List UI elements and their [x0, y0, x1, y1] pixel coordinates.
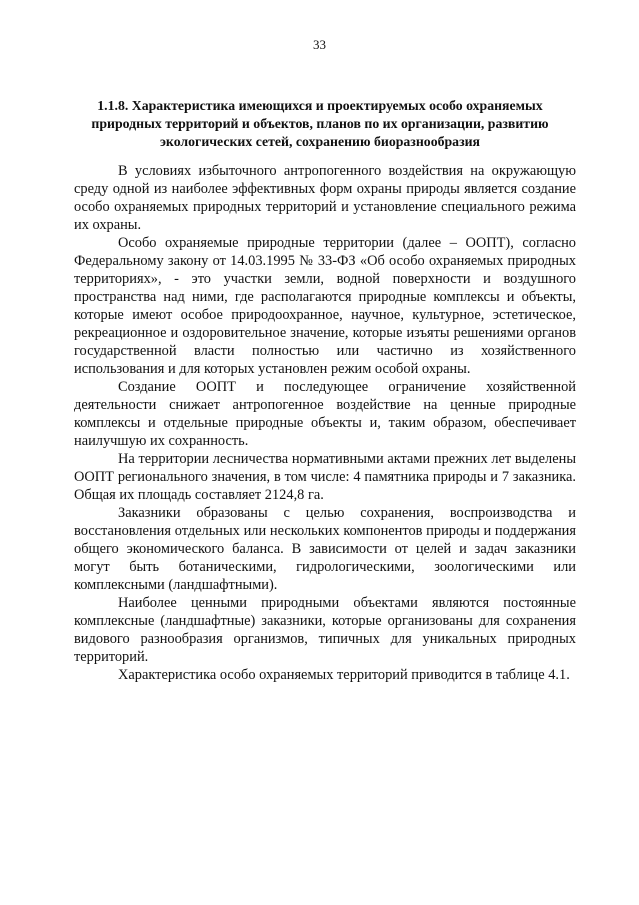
paragraph: Заказники образованы с целью сохранения, воспроизводства и восстановления отдельных или нескольких компонентов природы и поддержания общего экономического баланса. В зависимости от целей и задач заказники могут быть ботаническими, гидрологическими, зоологическими или комплексными (ландшафтными). [74, 505, 576, 593]
body-text [74, 162, 576, 684]
paragraph: В условиях избыточного антропогенного воздействия на окружающую среду одной из наиболее эффективных форм охраны природы является создание особо охраняемых природных территорий и установление специального режима их охраны. [74, 163, 576, 233]
section-heading-line: 1.1.8. Характеристика имеющихся и проектируемых особо охраняемых [97, 98, 543, 113]
section-heading-line: природных территорий и объектов, планов по их организации, развитию [91, 116, 549, 131]
paragraph: На территории лесничества нормативными актами прежних лет выделены ООПТ регионального значения, в том числе: 4 памятника природы и 7 заказника. Общая их площадь составляет 2124,8 га. [74, 451, 576, 503]
paragraph: Характеристика особо охраняемых территорий приводится в таблице 4.1. [118, 667, 570, 683]
page-number: 33 [313, 37, 326, 52]
paragraph: Наиболее ценными природными объектами являются постоянные комплексные (ландшафтные) заказники, которые организованы для сохранения видового разнообразия организмов, типичных для уникальных природных территорий. [74, 595, 576, 665]
paragraph: Создание ООПТ и последующее ограничение хозяйственной деятельности снижает антропогенное воздействие на ценные природные комплексы и отдельные природные объекты и, таким образом, обеспечивает наилучшую их сохранность. [74, 379, 576, 449]
section-heading [88, 97, 552, 151]
paragraph: Особо охраняемые природные территории (далее – ООПТ), согласно Федеральному закону от 14.03.1995 № 33-ФЗ «Об особо охраняемых природных территориях», - это участки земли, водной поверхности и воздушного пространства над ними, где располагаются природные комплексы и объекты, которые имеют особое природоохранное, научное, культурное, эстетическое, рекреационное и оздоровительное значение, которые изъяты решениями органов государственной власти полностью или частично из хозяйственного использования и для которых установлен режим особой охраны. [74, 235, 576, 377]
section-heading-line: экологических сетей, сохранению биоразнообразия [159, 134, 481, 149]
